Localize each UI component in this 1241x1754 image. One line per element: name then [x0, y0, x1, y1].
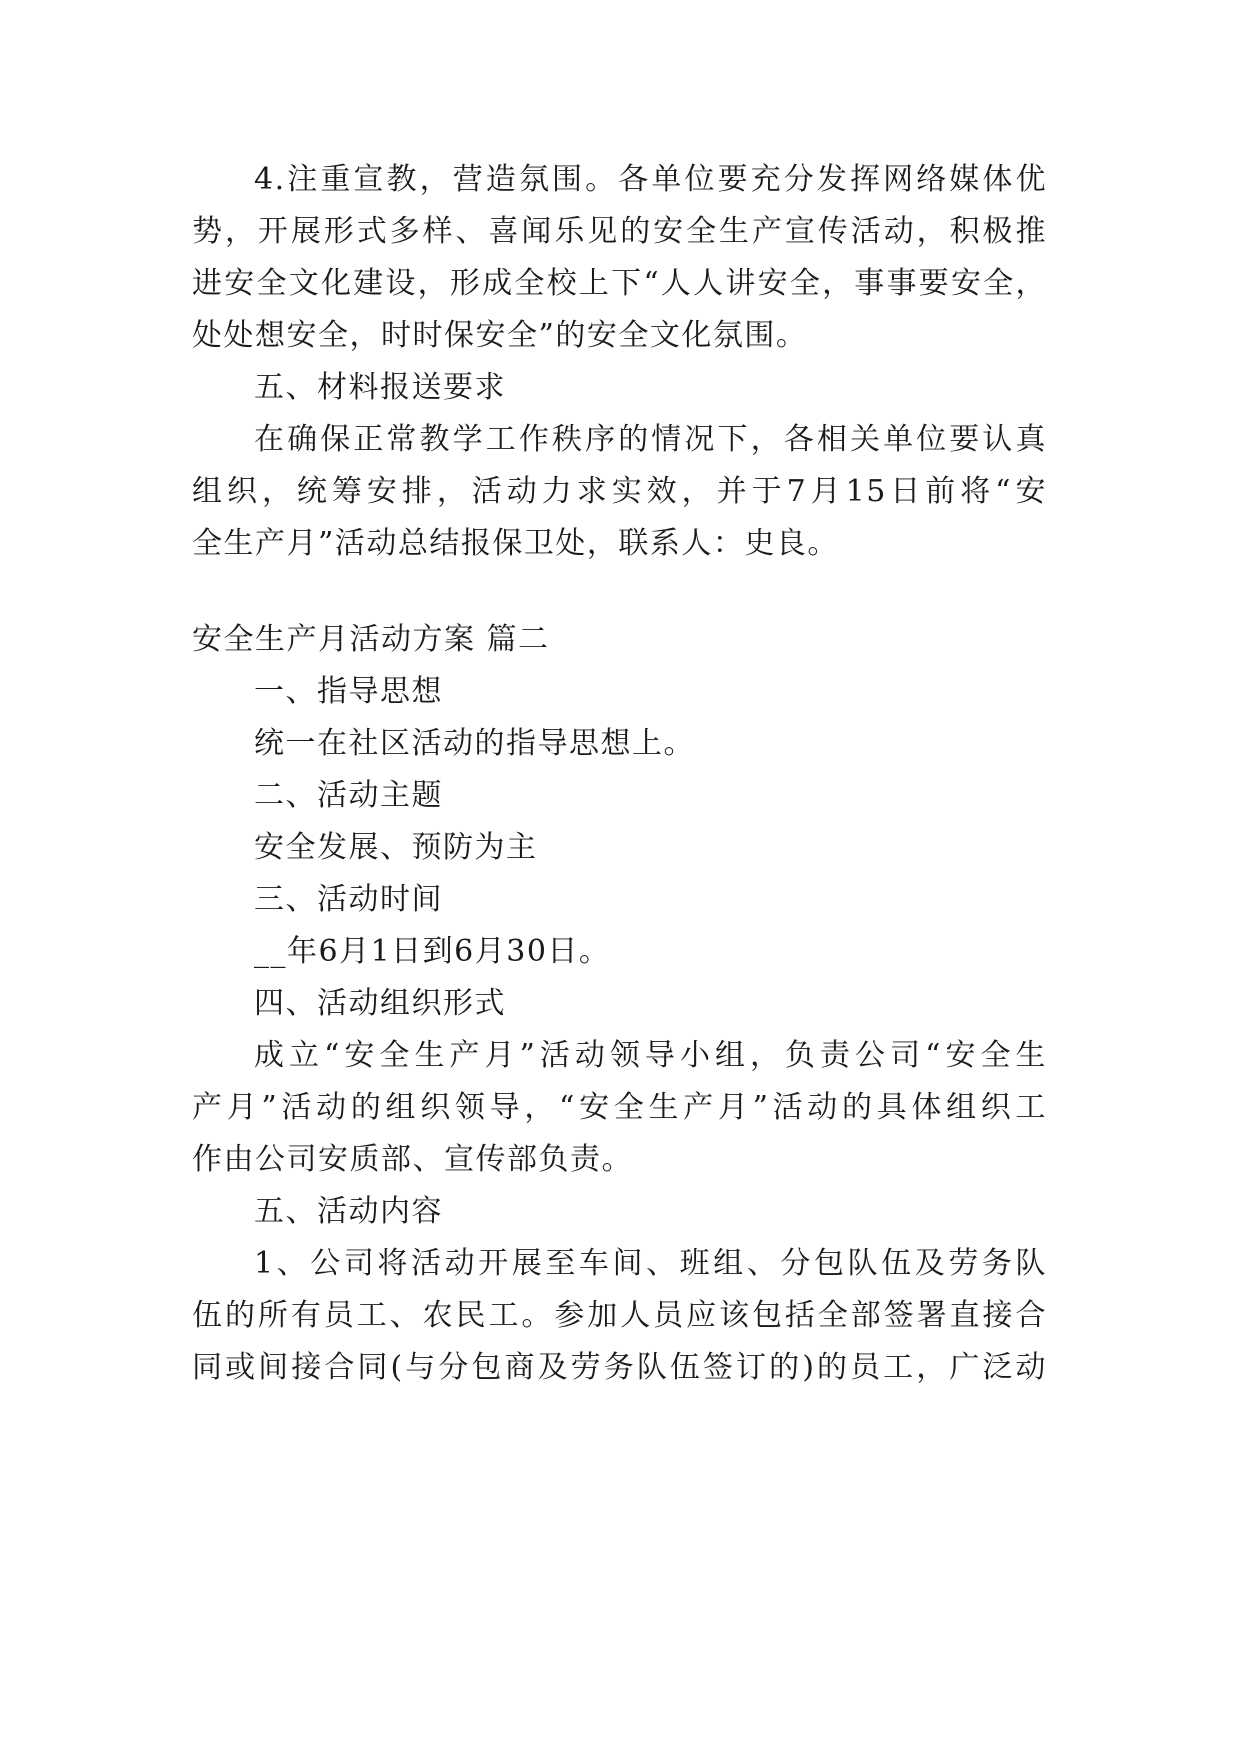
document-title: 安全生产月活动方案 篇二 — [192, 622, 550, 657]
section-heading: 三、活动时间 — [254, 882, 443, 917]
paragraph-line: 安全发展、预防为主 — [254, 830, 538, 865]
paragraph-line: 同或间接合同(与分包商及劳务队伍签订的)的员工，广泛动 — [192, 1350, 1047, 1385]
paragraph-line: 伍的所有员工、农民工。参加人员应该包括全部签署直接合 — [192, 1298, 1047, 1333]
paragraph-line: 产月”活动的组织领导，“安全生产月”活动的具体组织工 — [192, 1090, 1047, 1125]
section-heading: 四、活动组织形式 — [254, 986, 506, 1021]
paragraph-line: 在确保正常教学工作秩序的情况下，各相关单位要认真 — [254, 422, 1047, 457]
paragraph-line: 4.注重宣教，营造氛围。各单位要充分发挥网络媒体优 — [254, 162, 1047, 197]
section-heading: 五、活动内容 — [254, 1194, 443, 1229]
paragraph-line: 进安全文化建设，形成全校上下“人人讲安全，事事要安全， — [192, 266, 1047, 301]
paragraph-line: 成立“安全生产月”活动领导小组，负责公司“安全生 — [254, 1038, 1047, 1073]
section-heading: 二、活动主题 — [254, 778, 443, 813]
paragraph-line: 处处想安全，时时保安全”的安全文化氛围。 — [192, 318, 808, 353]
section-heading: 五、材料报送要求 — [254, 370, 506, 405]
paragraph-line: 1、公司将活动开展至车间、班组、分包队伍及劳务队 — [254, 1246, 1047, 1281]
paragraph-line: 作由公司安质部、宣传部负责。 — [192, 1142, 633, 1177]
paragraph-line: 全生产月”活动总结报保卫处，联系人：史良。 — [192, 526, 839, 561]
section-heading: 一、指导思想 — [254, 674, 443, 709]
paragraph-line: __年6月1日到6月30日。 — [254, 934, 611, 969]
paragraph-line: 势，开展形式多样、喜闻乐见的安全生产宣传活动，积极推 — [192, 214, 1047, 249]
paragraph-line: 组织，统筹安排，活动力求实效，并于7月15日前将“安 — [192, 474, 1047, 509]
paragraph-line: 统一在社区活动的指导思想上。 — [254, 726, 695, 761]
